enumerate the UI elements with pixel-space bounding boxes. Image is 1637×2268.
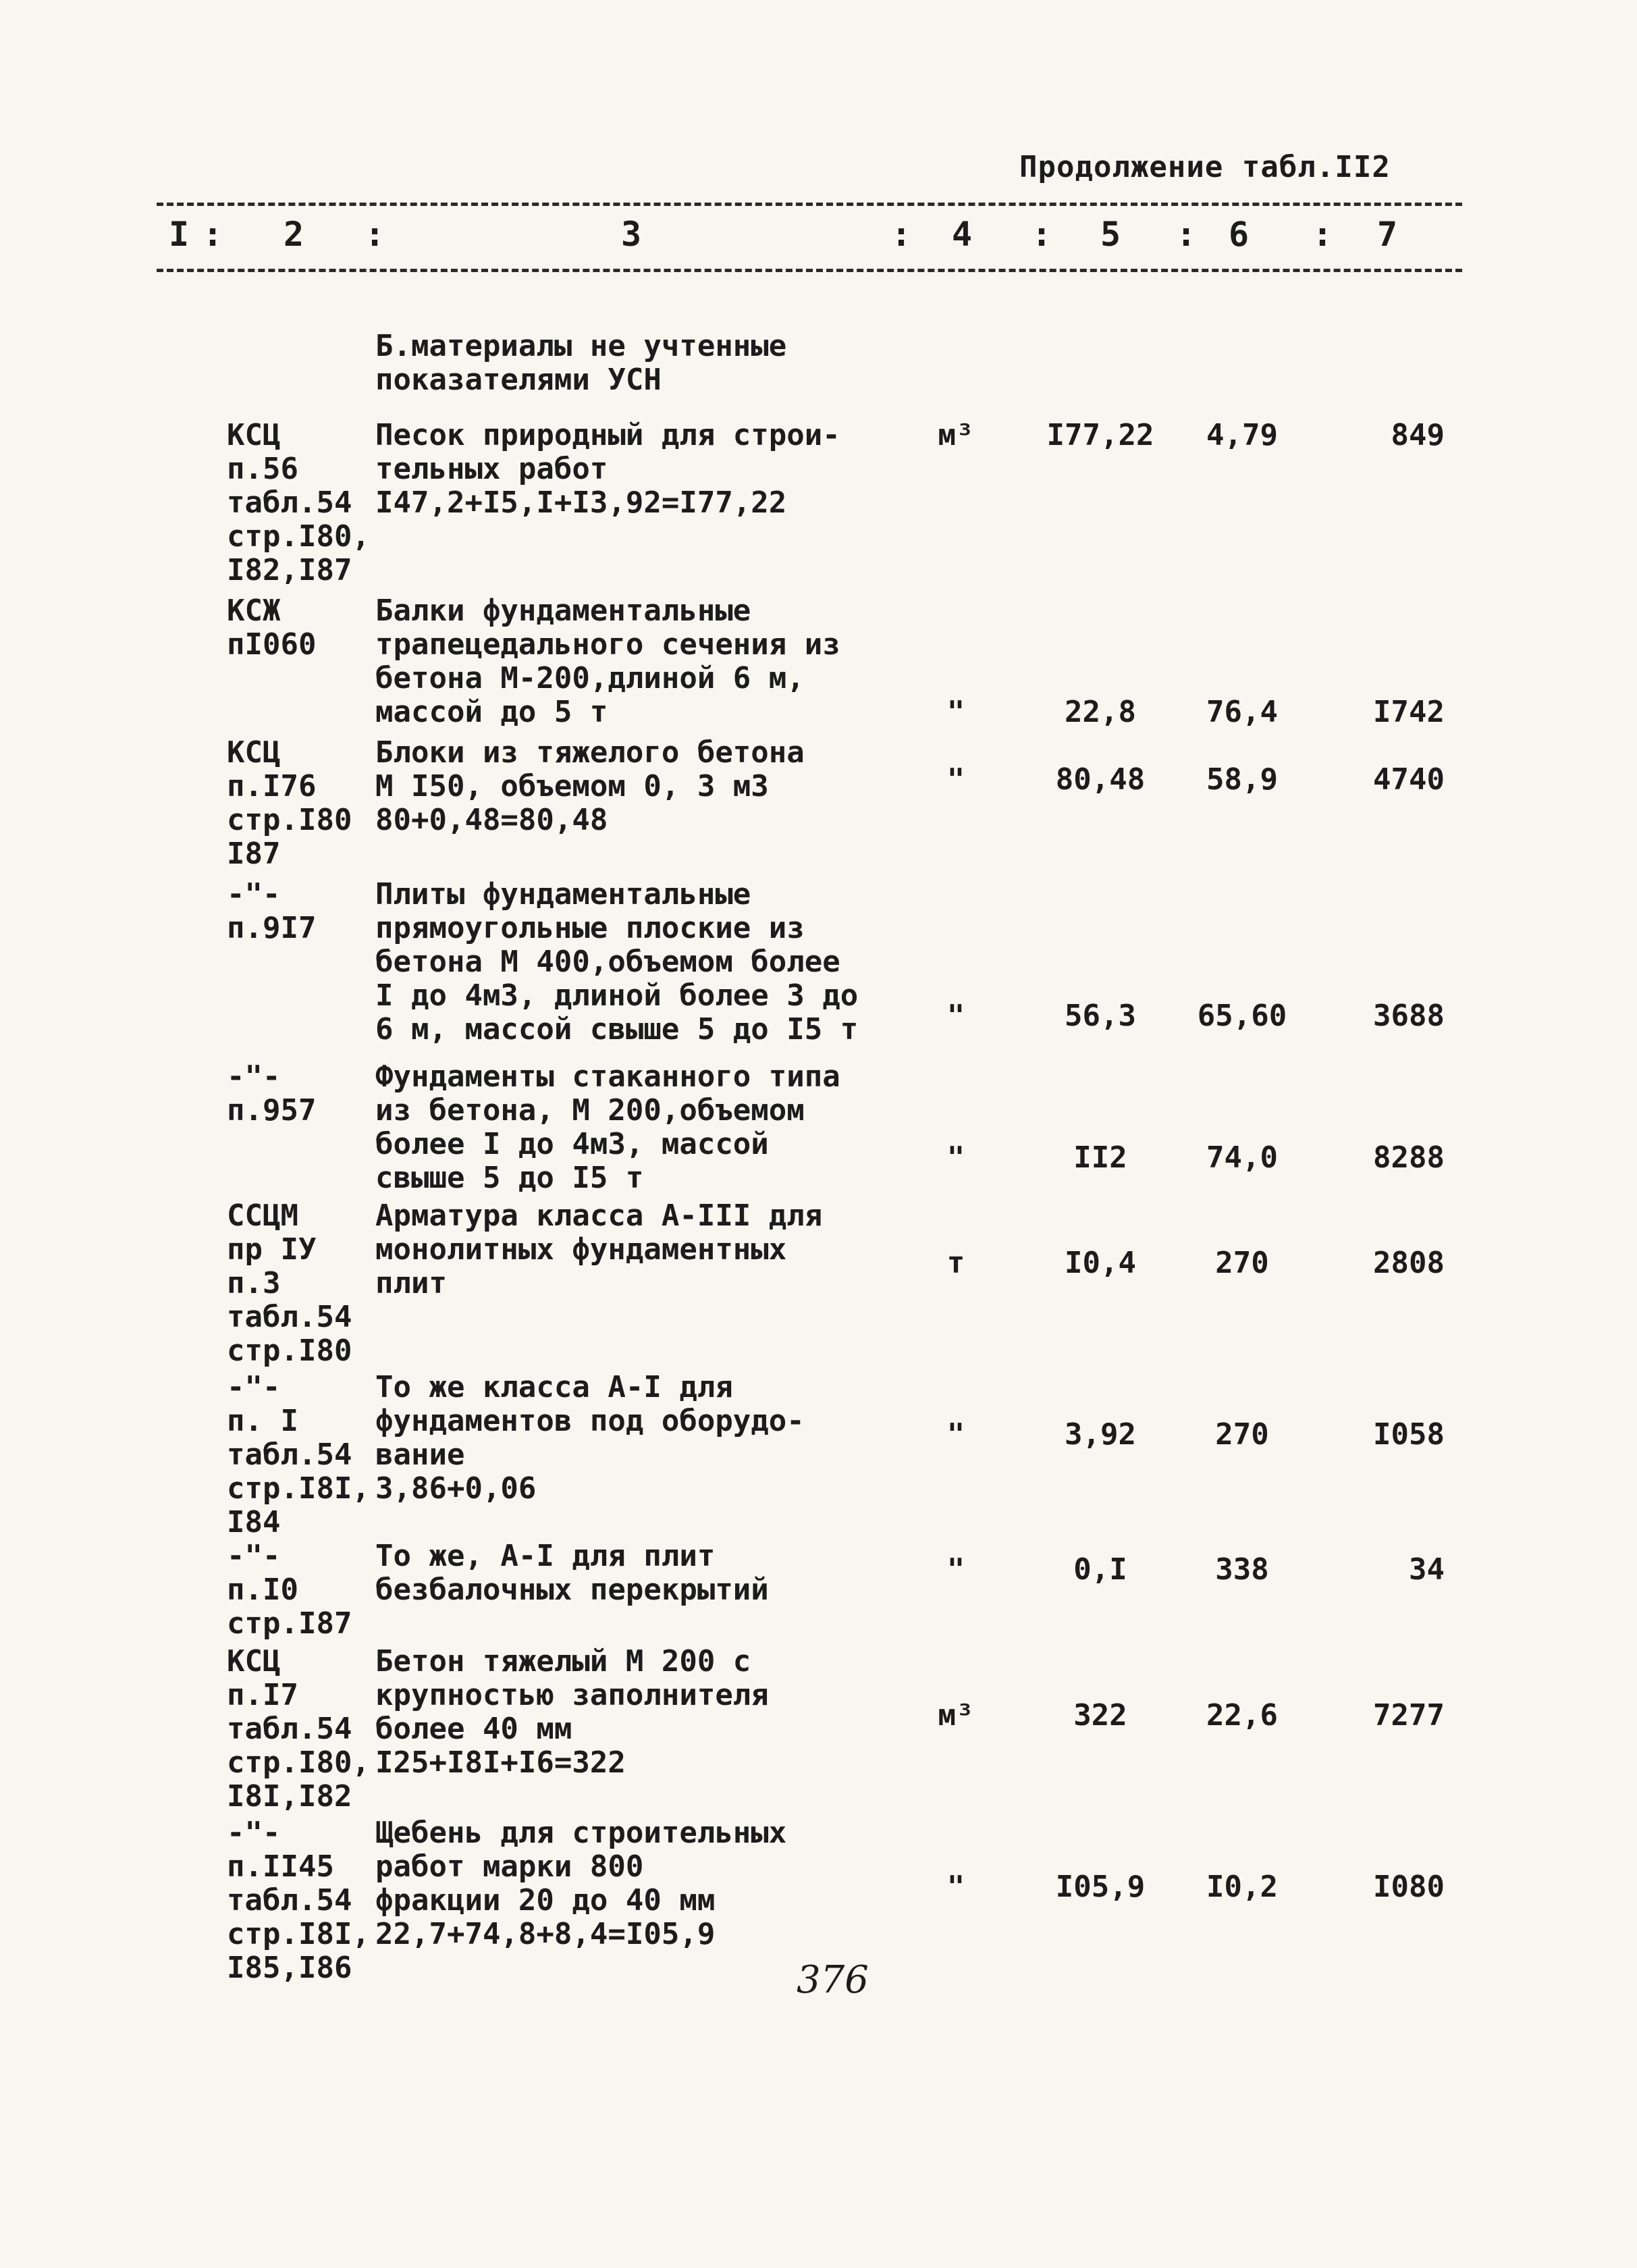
row-price: 65,60	[1197, 999, 1287, 1033]
row-price: 270	[1215, 1246, 1269, 1280]
row-quantity: 3,92	[1065, 1417, 1136, 1452]
row-quantity: 322	[1073, 1698, 1127, 1733]
row-reference: -"- п.9I7	[227, 877, 317, 945]
row-description: Блоки из тяжелого бетона М I50, объемом 0, 3 м3 80+0,48=80,48	[375, 735, 805, 837]
row-price: I0,2	[1206, 1870, 1278, 1904]
row-description: Щебень для строительных работ марки 800 фракции 20 до 40 мм 22,7+74,8+8,4=I05,9	[375, 1816, 787, 1951]
row-reference: -"- п.I0 стр.I87	[227, 1539, 352, 1641]
row-description: То же, А-I для плит безбалочных перекрытий	[375, 1539, 769, 1607]
row-description: То же класса А-I для фундаментов под оборудо- вание 3,86+0,06	[375, 1370, 805, 1506]
row-quantity: I0,4	[1065, 1246, 1136, 1280]
col-header-2: 2	[284, 215, 304, 254]
row-price: 22,6	[1206, 1698, 1278, 1733]
row-quantity: 0,I	[1073, 1552, 1127, 1587]
row-description: Балки фундаментальные трапецедального сечения из бетона М-200,длиной 6 м, массой до 5 т	[375, 594, 840, 729]
row-unit: "	[946, 1870, 965, 1904]
row-reference: ССЦМ пр IУ п.3 табл.54 стр.I80	[227, 1198, 352, 1368]
row-description: Фундаменты стаканного типа из бетона, М 200,объемом более I до 4м3, массой свыше 5 до I5 т	[375, 1059, 840, 1195]
col-separator: :	[1312, 215, 1333, 254]
row-quantity: 56,3	[1065, 999, 1136, 1033]
col-separator: :	[365, 215, 385, 254]
row-quantity: II2	[1073, 1140, 1127, 1175]
col-header-1: I	[169, 215, 190, 254]
row-quantity: 22,8	[1065, 695, 1136, 729]
col-separator: :	[1031, 215, 1052, 254]
row-reference: -"- п.II45 табл.54 стр.I8I, I85,I86	[227, 1816, 370, 1985]
row-price: 270	[1215, 1417, 1269, 1452]
header-rule-top	[157, 203, 1462, 206]
row-total: I058	[1373, 1417, 1445, 1452]
row-price: 58,9	[1206, 762, 1278, 797]
row-reference: КСЦ п.56 табл.54 стр.I80, I82,I87	[227, 418, 370, 587]
row-unit: "	[946, 1417, 965, 1452]
row-price: 338	[1215, 1552, 1269, 1587]
row-unit: "	[946, 1140, 965, 1175]
row-total: 3688	[1373, 999, 1445, 1033]
row-description: Арматура класса А-III для монолитных фундаментных плит	[375, 1198, 823, 1300]
row-unit: "	[946, 1552, 965, 1587]
row-price: 4,79	[1206, 418, 1278, 452]
row-reference: -"- п. I табл.54 стр.I8I, I84	[227, 1370, 370, 1539]
row-quantity: 80,48	[1055, 762, 1146, 797]
col-separator: :	[891, 215, 912, 254]
row-total: 7277	[1373, 1698, 1445, 1733]
row-reference: -"- п.957	[227, 1059, 317, 1128]
row-reference: КСЦ п.I7 табл.54 стр.I80, I8I,I82	[227, 1644, 370, 1814]
row-total: 8288	[1373, 1140, 1445, 1175]
row-reference: КСЖ пI060	[227, 594, 317, 662]
row-total: 34	[1409, 1552, 1445, 1587]
col-header-4: 4	[952, 215, 973, 254]
row-quantity: I05,9	[1055, 1870, 1146, 1904]
row-total: 849	[1391, 418, 1445, 452]
row-unit: м³	[938, 1698, 974, 1733]
row-total: I080	[1373, 1870, 1445, 1904]
page-number: 376	[797, 1958, 869, 2002]
row-unit: "	[946, 762, 965, 797]
row-description: Плиты фундаментальные прямоугольные плоские из бетона М 400,объемом более I до 4м3, длиной более 3 до 6 м, массой свыше 5 до I5 т	[375, 877, 859, 1047]
row-description: Бетон тяжелый М 200 с крупностью заполнителя более 40 мм I25+I8I+I6=322	[375, 1644, 769, 1780]
row-unit: "	[946, 999, 965, 1033]
row-total: I742	[1373, 695, 1445, 729]
col-header-7: 7	[1377, 215, 1398, 254]
header-rule-bottom	[157, 269, 1462, 272]
continuation-label: Продолжение табл.II2	[1019, 150, 1391, 184]
row-unit: т	[946, 1246, 965, 1280]
col-separator: :	[1176, 215, 1197, 254]
row-price: 76,4	[1206, 695, 1278, 729]
col-header-6: 6	[1229, 215, 1250, 254]
col-header-5: 5	[1100, 215, 1121, 254]
col-header-3: 3	[621, 215, 642, 254]
row-unit: "	[946, 695, 965, 729]
col-separator: :	[203, 215, 223, 254]
row-unit: м³	[938, 418, 974, 452]
row-total: 2808	[1373, 1246, 1445, 1280]
row-quantity: I77,22	[1046, 418, 1154, 452]
section-title: Б.материалы не учтенные показателями УСН	[375, 329, 787, 397]
row-price: 74,0	[1206, 1140, 1278, 1175]
row-total: 4740	[1373, 762, 1445, 797]
row-description: Песок природный для строи- тельных работ I47,2+I5,I+I3,92=I77,22	[375, 418, 840, 520]
row-reference: КСЦ п.I76 стр.I80 I87	[227, 735, 352, 871]
